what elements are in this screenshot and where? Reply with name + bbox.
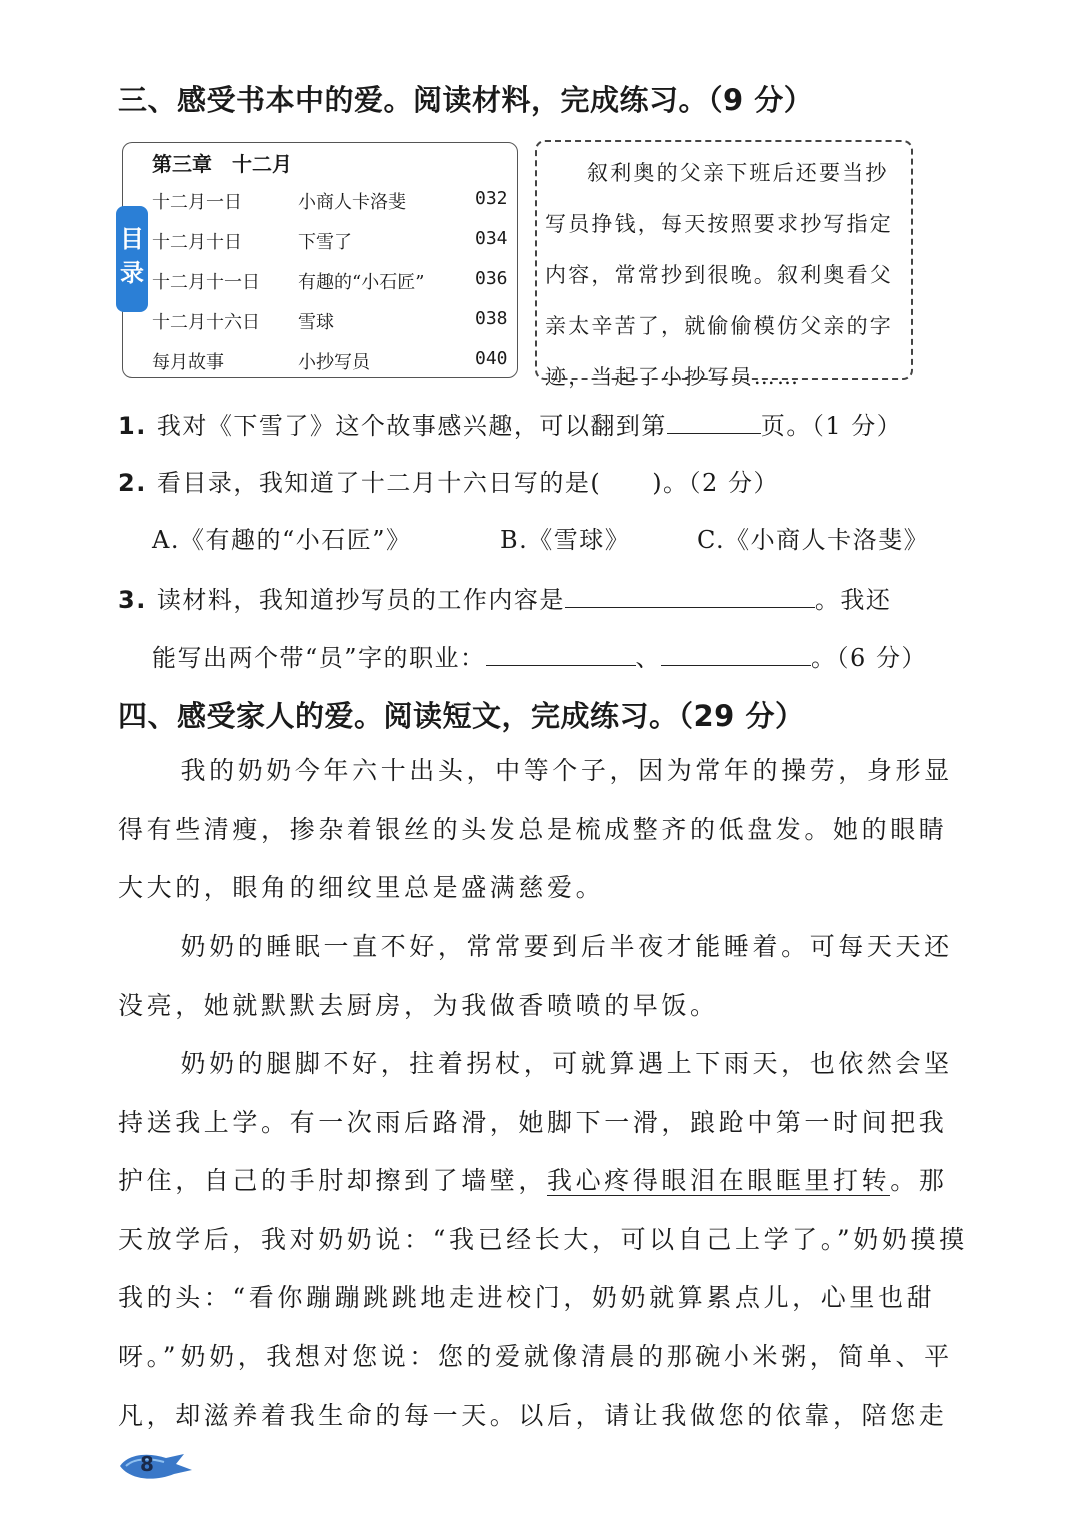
toc-row bbox=[152, 188, 512, 218]
toc-title: 雪球 bbox=[298, 312, 334, 333]
underlined-sentence: 我心疼得眼泪在眼眶里打转 bbox=[547, 1166, 891, 1195]
answer-blank[interactable] bbox=[661, 643, 811, 666]
question-text: 读材料，我知道抄写员的工作内容是 bbox=[156, 586, 565, 614]
question-text-tail: 。我还 bbox=[814, 586, 892, 614]
question-text: 看目录，我知道了十二月十六日写的是( )。（2 分） bbox=[156, 469, 779, 497]
toc-row bbox=[152, 308, 512, 338]
toc-title: 小抄写员 bbox=[298, 352, 370, 373]
question-3 bbox=[118, 580, 891, 615]
toc-title: 下雪了 bbox=[298, 232, 352, 253]
toc-page: 038 bbox=[475, 308, 508, 329]
question-text: 我对《下雪了》这个故事感兴趣，可以翻到第 bbox=[156, 412, 667, 440]
question-number: 1. bbox=[118, 412, 147, 440]
option-c[interactable]: C.《小商人卡洛斐》 bbox=[697, 526, 930, 554]
toc-date: 十二月十日 bbox=[152, 232, 242, 253]
option-a[interactable]: A.《有趣的“小石匠”》 bbox=[152, 526, 412, 554]
answer-blank[interactable] bbox=[667, 411, 761, 434]
toc-title: 小商人卡洛斐 bbox=[298, 192, 406, 213]
separator: 、 bbox=[635, 644, 662, 672]
answer-blank[interactable] bbox=[565, 585, 815, 608]
paragraph-3-part-b: 。那天放学后，我对奶奶说：“我已经长大，可以自己上学了。”奶奶摸摸我的头：“看你蹦蹦跳跳地走进校门，奶奶就算累点儿，心里也甜呀。” bbox=[118, 1166, 968, 1371]
toc-date: 十二月十六日 bbox=[152, 312, 260, 333]
paragraph-3-part-a: 奶奶的腿脚不好，拄着拐杖，可就算遇上下雨天，也依然会坚持送我上学。有一次雨后路滑，她脚下一滑，踉跄中第一时间把我护住，自己的手肘却擦到了墙壁， bbox=[118, 1049, 953, 1195]
section4-heading: 四、感受家人的爱。阅读短文，完成练习。（29 分） bbox=[118, 699, 805, 733]
toc-date: 每月故事 bbox=[152, 352, 224, 373]
answer-blank[interactable] bbox=[486, 643, 636, 666]
page-number-badge bbox=[118, 1448, 194, 1484]
toc-date: 十二月一日 bbox=[152, 192, 242, 213]
question-text: 能写出两个带“员”字的职业： bbox=[152, 644, 486, 672]
toc-title: 有趣的“小石匠” bbox=[298, 272, 425, 293]
question-2 bbox=[118, 463, 779, 498]
question-1 bbox=[118, 406, 902, 441]
toc-chapter: 第三章 十二月 bbox=[152, 152, 292, 176]
toc-row bbox=[152, 348, 512, 378]
material-box bbox=[535, 140, 913, 389]
section3-heading: 三、感受书本中的爱。阅读材料，完成练习。（9 分） bbox=[118, 83, 814, 117]
toc-page: 040 bbox=[475, 348, 508, 369]
toc-page: 034 bbox=[475, 228, 508, 249]
toc-tab bbox=[116, 206, 148, 312]
material-text: 叙利奥的父亲下班后还要当抄写员挣钱，每天按照要求抄写指定内容，常常抄到很晚。叙利奥看父亲太辛苦了，就偷偷模仿父亲的字迹，当起了小抄写员…… bbox=[545, 161, 893, 389]
question-text-tail: 。（6 分） bbox=[811, 644, 927, 672]
question-number: 2. bbox=[118, 469, 147, 497]
toc-box bbox=[122, 142, 518, 378]
toc-date: 十二月十一日 bbox=[152, 272, 260, 293]
question-number: 3. bbox=[118, 586, 147, 614]
paragraph-2: 奶奶的睡眠一直不好，常常要到后半夜才能睡着。可每天天还没亮，她就默默去厨房，为我做香喷喷的早饭。 bbox=[118, 932, 953, 1020]
toc-row bbox=[152, 228, 512, 258]
page-number: 8 bbox=[140, 1452, 154, 1476]
question-text-tail: 页。（1 分） bbox=[760, 412, 903, 440]
toc-tab-label: 目录 bbox=[120, 225, 144, 287]
option-b[interactable]: B.《雪球》 bbox=[500, 526, 631, 554]
paragraph-1: 我的奶奶今年六十出头，中等个子，因为常年的操劳，身形显得有些清瘦，掺杂着银丝的头发总是梳成整齐的低盘发。她的眼睛大大的，眼角的细纹里总是盛满慈爱。 bbox=[118, 756, 953, 902]
toc-row bbox=[152, 268, 512, 298]
paragraph-4: 奶奶，我想对您说：您的爱就像清晨的那碗小米粥，简单、平凡，却滋养着我生命的每一天。以后，请让我做您的依靠，陪您走 bbox=[118, 1342, 953, 1430]
toc-page: 036 bbox=[475, 268, 508, 289]
question-3-line2 bbox=[152, 638, 927, 673]
toc-page: 032 bbox=[475, 188, 508, 209]
